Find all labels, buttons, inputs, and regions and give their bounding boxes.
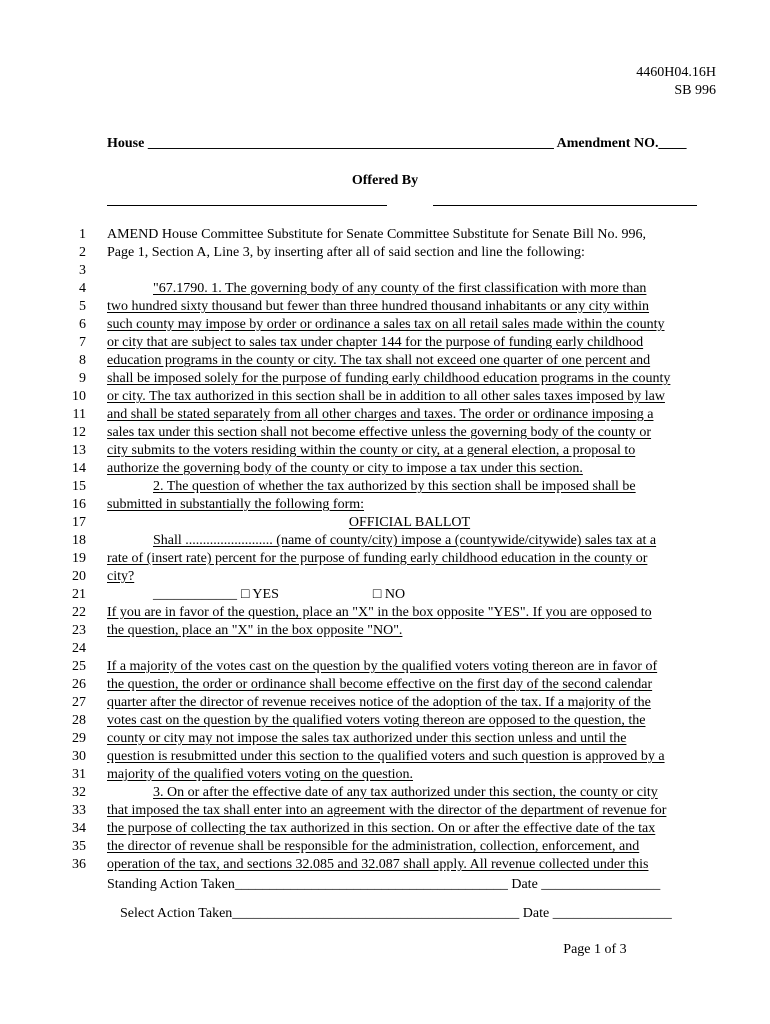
document-line xyxy=(0,496,770,514)
line-number: 25 xyxy=(72,659,86,674)
document-line xyxy=(0,856,770,874)
document-identifier xyxy=(636,64,716,100)
document-line xyxy=(0,550,770,568)
house-label: House xyxy=(107,136,145,151)
document-line xyxy=(0,334,770,352)
document-line xyxy=(0,226,770,244)
line-text: question is resubmitted under this section to the qualified voters and such question is approved by a xyxy=(107,749,665,764)
document-line xyxy=(0,694,770,712)
line-number: 28 xyxy=(72,713,86,728)
document-line xyxy=(0,406,770,424)
document-line xyxy=(0,640,770,658)
document-line xyxy=(0,478,770,496)
line-text: Shall ......................... (name of county/city) impose a (countywide/citywide) sales tax at a xyxy=(153,533,657,548)
document-line xyxy=(0,280,770,298)
document-line xyxy=(0,622,770,640)
document-line xyxy=(0,244,770,262)
line-text: authorize the governing body of the county or city to impose a tax under this section. xyxy=(107,461,583,476)
line-text: quarter after the director of revenue receives notice of the adoption of the tax. If a majority of the xyxy=(107,695,651,710)
line-number: 9 xyxy=(79,371,86,386)
line-number: 27 xyxy=(72,695,86,710)
line-number: 20 xyxy=(72,569,86,584)
line-text: or city. The tax authorized in this section shall be in addition to all other sales taxes imposed by law xyxy=(107,389,665,404)
ballot-heading: OFFICIAL BALLOT xyxy=(348,515,471,530)
line-text: the director of revenue shall be responsible for the administration, collection, enforcement, and xyxy=(107,839,640,854)
document-line xyxy=(0,730,770,748)
line-text: the question, place an "X" in the box opposite "NO". xyxy=(107,623,403,638)
line-text: sales tax under this section shall not become effective unless the governing body of the county or xyxy=(107,425,652,440)
line-text: shall be imposed solely for the purpose of funding early childhood education programs in the county xyxy=(107,371,671,386)
line-number: 24 xyxy=(72,641,86,656)
line-text: AMEND House Committee Substitute for Senate Committee Substitute for Senate Bill No. 996, xyxy=(107,227,646,242)
page-number: Page 1 of 3 xyxy=(563,942,627,957)
document-line xyxy=(0,514,770,532)
document-line xyxy=(0,298,770,316)
line-text: the purpose of collecting the tax authorized in this section. On or after the effective date of the tax xyxy=(107,821,656,836)
line-number: 10 xyxy=(72,389,86,404)
document-line xyxy=(0,604,770,622)
line-text: "67.1790. 1. The governing body of any county of the first classification with more than xyxy=(153,281,647,296)
document-line xyxy=(0,262,770,280)
amendment-text xyxy=(0,226,770,874)
bill-number: SB 996 xyxy=(674,83,716,98)
line-number: 7 xyxy=(79,335,86,350)
document-line xyxy=(0,766,770,784)
line-text: city submits to the voters residing within the county or city, at a general election, a proposal to xyxy=(107,443,636,458)
select-action-line: Select Action Taken_________________________________________ Date _________________ xyxy=(120,906,672,921)
line-number: 11 xyxy=(72,407,86,422)
line-text: education programs in the county or city. The tax shall not exceed one quarter of one percent and xyxy=(107,353,651,368)
line-number: 36 xyxy=(72,857,86,872)
line-text: 3. On or after the effective date of any tax authorized under this section, the county or city xyxy=(153,785,658,800)
signature-row xyxy=(107,196,697,210)
line-text: submitted in substantially the following form: xyxy=(107,497,365,512)
document-line xyxy=(0,586,770,604)
document-line xyxy=(0,784,770,802)
line-number: 12 xyxy=(72,425,86,440)
line-number: 3 xyxy=(79,263,86,278)
line-number: 19 xyxy=(72,551,86,566)
document-line xyxy=(0,316,770,334)
line-text: such county may impose by order or ordinance a sales tax on all retail sales made within the county xyxy=(107,317,665,332)
line-number: 14 xyxy=(72,461,86,476)
document-line xyxy=(0,532,770,550)
line-number: 17 xyxy=(72,515,86,530)
line-number: 6 xyxy=(79,317,86,332)
line-number: 5 xyxy=(79,299,86,314)
document-line xyxy=(0,424,770,442)
line-number: 23 xyxy=(72,623,86,638)
line-text: the question, the order or ordinance shall become effective on the first day of the second calendar xyxy=(107,677,653,692)
house-amendment-line xyxy=(107,136,712,152)
line-text: county or city may not impose the sales tax authorized under this section unless and until the xyxy=(107,731,627,746)
document-line xyxy=(0,388,770,406)
line-text: and shall be stated separately from all other charges and taxes. The order or ordinance imposing a xyxy=(107,407,654,422)
line-number: 15 xyxy=(72,479,86,494)
ballot-options xyxy=(153,586,405,604)
line-text: Page 1, Section A, Line 3, by inserting after all of said section and line the following: xyxy=(107,245,585,260)
line-number: 29 xyxy=(72,731,86,746)
document-line xyxy=(0,802,770,820)
line-number: 22 xyxy=(72,605,86,620)
standing-action-line: Standing Action Taken_______________________________________ Date _________________ xyxy=(107,877,661,892)
amendment-number-label: Amendment NO.____ xyxy=(556,136,687,151)
doc-id: 4460H04.16H xyxy=(636,65,716,80)
document-line xyxy=(0,712,770,730)
line-number: 26 xyxy=(72,677,86,692)
line-text-wrapper xyxy=(107,514,712,532)
line-number: 16 xyxy=(72,497,86,512)
document-line xyxy=(0,370,770,388)
signature-line-right xyxy=(433,196,697,206)
ballot-yes-blank: ____________ xyxy=(153,587,237,602)
line-number: 32 xyxy=(72,785,86,800)
document-line xyxy=(0,748,770,766)
line-number: 33 xyxy=(72,803,86,818)
line-text: that imposed the tax shall enter into an agreement with the director of the department of revenue for xyxy=(107,803,667,818)
document-line xyxy=(0,658,770,676)
line-number: 8 xyxy=(79,353,86,368)
document-line xyxy=(0,838,770,856)
ballot-no-option: □ NO xyxy=(372,587,406,602)
line-number: 31 xyxy=(72,767,86,782)
ballot-yes-option: □ YES xyxy=(241,587,279,602)
line-number: 2 xyxy=(79,245,86,260)
document-line xyxy=(0,442,770,460)
house-blank: __________________________________________________________ xyxy=(147,136,554,151)
line-text: or city that are subject to sales tax under chapter 144 for the purpose of funding early childhood xyxy=(107,335,644,350)
document-line xyxy=(0,676,770,694)
document-line xyxy=(0,820,770,838)
line-text: If a majority of the votes cast on the question by the qualified voters voting thereon are in favor of xyxy=(107,659,658,674)
line-text: votes cast on the question by the qualified voters voting thereon are opposed to the question, the xyxy=(107,713,646,728)
line-number: 1 xyxy=(79,227,86,242)
line-number: 13 xyxy=(72,443,86,458)
line-text: operation of the tax, and sections 32.085 and 32.087 shall apply. All revenue collected under this xyxy=(107,857,649,872)
offered-by-heading: Offered By xyxy=(351,173,419,188)
line-number: 21 xyxy=(72,587,86,602)
line-number: 34 xyxy=(72,821,86,836)
line-number: 18 xyxy=(72,533,86,548)
line-number: 4 xyxy=(79,281,86,296)
line-text: city? xyxy=(107,569,135,584)
line-number: 30 xyxy=(72,749,86,764)
line-text: If you are in favor of the question, place an "X" in the box opposite "YES". If you are opposed to xyxy=(107,605,652,620)
signature-line-left xyxy=(107,196,387,206)
document-line xyxy=(0,352,770,370)
line-text: rate of (insert rate) percent for the purpose of funding early childhood education in the county or xyxy=(107,551,648,566)
line-text: 2. The question of whether the tax authorized by this section shall be imposed shall be xyxy=(153,479,636,494)
document-line xyxy=(0,460,770,478)
line-number: 35 xyxy=(72,839,86,854)
line-text: majority of the qualified voters voting on the question. xyxy=(107,767,413,782)
line-text: two hundred sixty thousand but fewer than three hundred thousand inhabitants or any city within xyxy=(107,299,650,314)
document-line xyxy=(0,568,770,586)
